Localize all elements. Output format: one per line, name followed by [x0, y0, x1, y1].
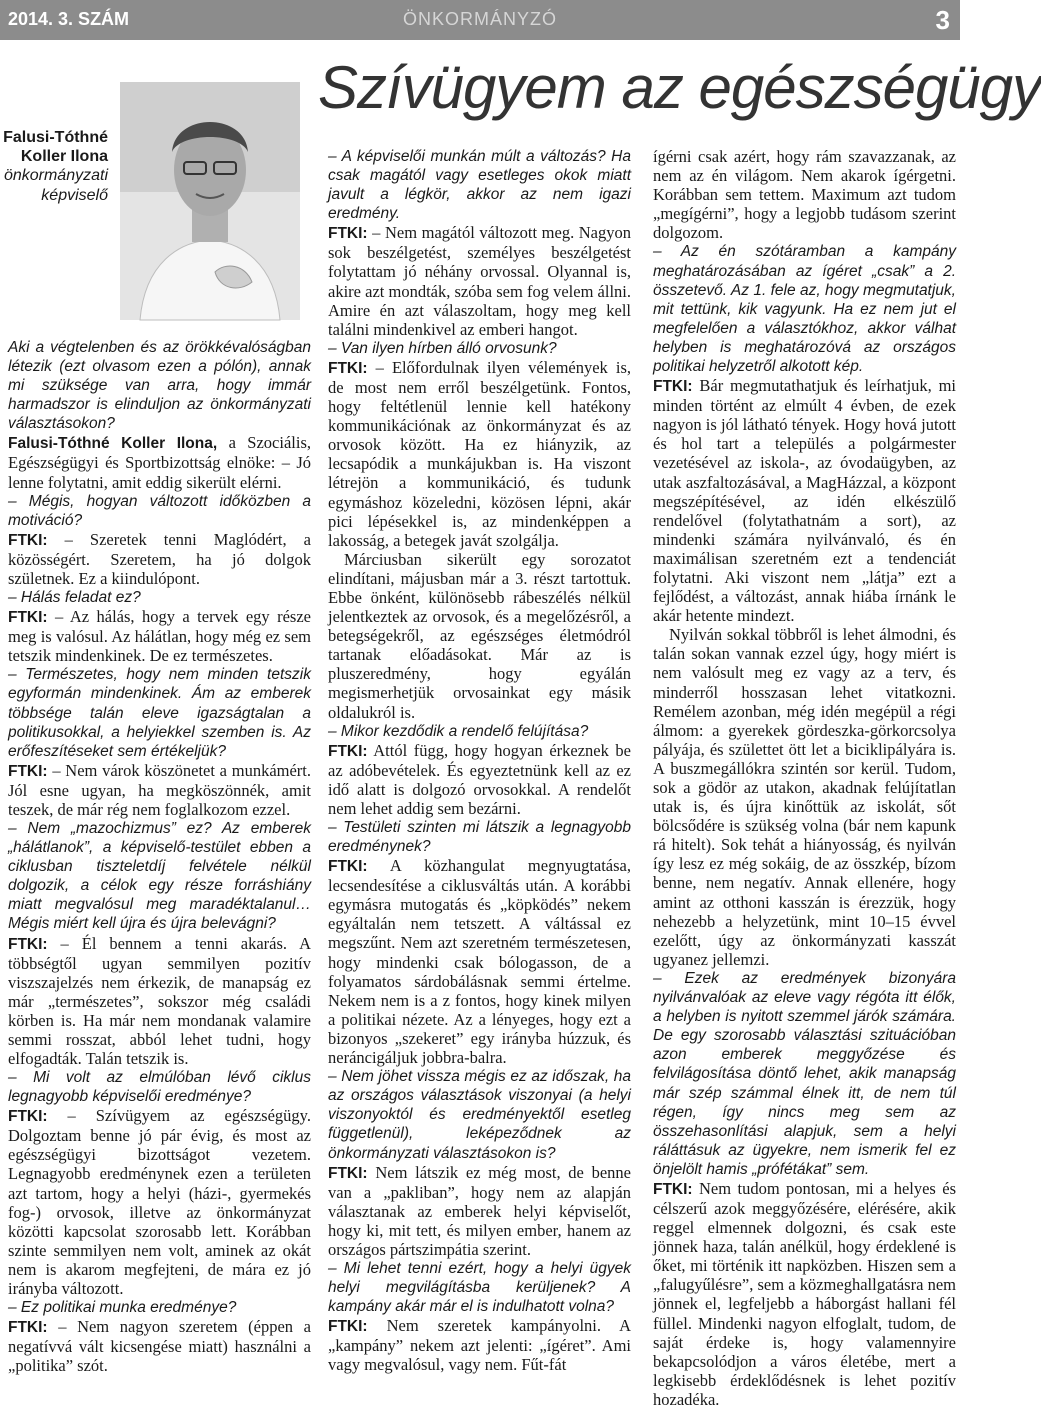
answer-text: – Szívügyem az egészségügy. Dolgoztam benne jó pár évig, és most az egészségügyi bizottságot vezetem. Legnagyobb eredménynek ezen a területen azt tartom, hogy a helyi (házi-, gyermekés fog-) orvosok, illetve az önkormányzat közötti kapcsolat szorosabb lett. Korábban szinte semmilyen nem volt, aminek az okát nem is akarom megfejteni, de mára ez jó irányba változott.	[8, 1106, 311, 1299]
answer-text: a Szociális, Egészségügyi és Sportbizottság elnöke: – Jó lenne folytatni, amit eddig sikerült elérni.	[8, 433, 311, 492]
answer-text: Nem tudom pontosan, mi a helyes és célszerű azok meggyőzésére, elérésére, akik reggel elmennek dolgozni, és csak este jönnek haza, talán anélkül, hogy érdeklené is őket, mi történik itt napközben. Hiszen sem a „falugyűlésre”, sem a közmeghallgatásra nem jönnek el, legfeljebb a háborgást hallani fél füllel. Mindenki nagyon elfoglalt, tudom, de saját érdeke is, hogy valamennyire bekapcsolódjon a város életébe, mert a legkisebb érdeklődésnek is lehet pozitív hozadéka.	[653, 1178, 956, 1409]
answer-text: – Nem nagyon szeretem (éppen a negatívvá vált kicsengése miatt) használni a „politika” szót.	[8, 1317, 311, 1376]
interview-answer	[8, 1106, 311, 1298]
answer-text: A közhangulat megnyugtatása, lecsendesítése a ciklusváltás után. A korábbi egymásra mutogatás és „köpködés” nekem egyáltalán nem tetszett. A váltással ez megszűnt. Nem azt szeretném természetesen, hogy mindenki csak bólogasson, de a folyamatos sárdobálásnak semmi értelme. Nekem nem is a z fontos, hogy kinek milyen a politikai nézete. Az a lényeges, hogy ezt a bizonyos „szekeret” egy irányba húzzuk, és neráncigáljuk jobbra-balra.	[328, 856, 631, 1068]
speaker-label: FTKI:	[8, 1108, 48, 1126]
interview-answer	[8, 1317, 311, 1375]
photo-caption	[0, 128, 108, 205]
interview-answer	[8, 761, 311, 819]
page-number: 3	[935, 5, 950, 35]
interview-answer	[328, 1316, 631, 1374]
speaker-label: FTKI:	[8, 935, 48, 953]
speaker-label: FTKI:	[328, 359, 368, 377]
interview-answer	[328, 741, 631, 818]
answer-text: – Él bennem a tenni akarás. A többségtől ugyan semmilyen pozitív viszszajelzés nem érkezik, de manapság ez már „természetes”, sokszor még családi körben is. Ha már nem mondanak valamire semmi rosszat, abból lehet tudni, hogy elfogadták. Talán tetszik is.	[8, 933, 311, 1068]
speaker-label: FTKI:	[328, 858, 368, 876]
answer-text: Bár megmutathatjuk és leírhatjuk, mi minden történt az elmúlt 4 évben, de ezek nagyon is jól látható tények. Hogy hová jutott és hol tart a település a polgármester vezetésével az iskola-, az óvodaügyben, az utak aszfaltozásával, a MagHázzal, a központ megszépítésével, az idén elkészülő rendelővel (folytathatnám a sort), az mindenki számára nyilvánvaló, és én maximálisan szeretném ezt a tendenciát folytatni. Aki viszont nem „látja” ezt a fejlődést, a változást, annak hiába írnánk le akár hetente mindezt.	[653, 376, 956, 626]
interview-answer	[8, 530, 311, 588]
article-column-1	[8, 338, 311, 1375]
answer-text: – Nem várok köszönetet a munkámért. Jól esne ugyan, ha megköszönnék, amit teszek, de már rég nem foglalkozom ezzel.	[8, 760, 311, 819]
portrait-photo	[120, 82, 300, 320]
speaker-label: FTKI:	[8, 531, 48, 549]
interview-answer	[328, 856, 631, 1067]
caption-name: Falusi-Tóthné Koller Ilona	[3, 129, 108, 166]
answer-text: Attól függ, hogy hogyan érkeznek be az adóbevételek. És egyeztetnünk kell az ez idő alatt is dolgozó orvosokkal. A rendelőt nem lehet addig sem bezárni.	[328, 740, 631, 818]
body-paragraph: ígérni csak azért, hogy rám szavazzanak, az nem az én világom. Nem akarok ígérgetni. Korábban sem tettem. Maximum azt tudom „megígérni”, hogy a legjobb tudásom szerint dolgozom.	[653, 147, 956, 243]
interview-question: – Hálás feladat ez?	[8, 589, 141, 607]
answer-text: – Szeretek tenni Maglódért, a közösségért. Szeretem, ha jó dolgok születnek. Ez a kiindulópont.	[8, 529, 311, 588]
interview-question: – Nem „mazochizmus” ez? Az emberek „hálátlanok”, a képviselő-testület ebben a ciklusban tiszteletdíj felvétele nélkül dolgozik, a célok egy része forráshiány miatt megvalósul meg maradéktalanul… Mégis miért kell újra és újra belevágni?	[8, 819, 311, 933]
interview-question: – Ez politikai munka eredménye?	[8, 1299, 237, 1317]
body-paragraph: Nyilván sokkal többről is lehet álmodni, és talán sokan vannak ezzel úgy, hogy miért is nem valósult meg ez vagy az a terv, és minderről hosszasan lehet vitatkozni. Remélem azonban, még idén megépül a régi álmom: a gyerekek gördeszka-görkorcsolya pályája, és születtet ött let a biciklipályára is. A buszmegállókra szintén sor kerül. Tudom, sok a gödör az utakon, akadnak felújítatlan utak is, és újra kinőttük az iskolát, sőt bölcsődére is szükség volna (bár nem kapunk rá hitelt). Sok tehát a hiányosság, és nyilván így lesz ez még sokáig, de az összkép, bízom benne, nem negatív. Annak ellenére, hogy amint az otthoni kasszán is érezzük, hogy nehezebb a helyzetünk, mint 10–15 évvel ezelőtt, úgy az önkormányzati kasszát ugyanez jellemzi.	[653, 625, 956, 969]
speaker-label: FTKI:	[8, 762, 48, 780]
portrait-image	[120, 82, 300, 320]
interview-question: Aki a végtelenben és az örökkévalóságban létezik (ezt olvasom ezen a pólón), annak mi szüksége van arra, hogy immár harmadszor is elinduljon az önkormányzati választásokon?	[8, 339, 311, 433]
caption-role: önkormányzati képviselő	[3, 167, 108, 204]
interview-question: – Természetes, hogy nem minden tetszik egyformán mindenkinek. Ám az emberek többsége talán eleve igazságtalan a politikusokkal, a helyiekkel szemben is. Az erőfeszítéseket sem értékeljük?	[8, 666, 311, 760]
interview-question: – Nem jöhet vissza mégis ez az időszak, ha az országos választások viszonyai (a helyi viszonyoktól és eredményektől esetleg függetlenül), leképeződnek az önkormányzati választásokon is?	[328, 1068, 631, 1162]
speaker-label: FTKI:	[653, 1180, 693, 1198]
answer-text: Nem látszik ez még most, de benne van a „pakliban”, hogy nem az alapján választanak az emberek helyi képviselőt, hogy ki, mit tett, és milyen ember, hanem az országos pártszimpátia szerint.	[328, 1162, 631, 1259]
page-header	[0, 0, 960, 40]
interview-answer	[8, 607, 311, 665]
interview-question: – Testületi szinten mi látszik a legnagyobb eredménynek?	[328, 819, 631, 856]
answer-text: – Nem magától változott meg. Nagyon sok beszélgetést, személyes beszélgetést folytattam jó néhány orvossal. Olyannal is, akire azt mondták, szóba sem fog velem állni. Amire én azt válaszoltam, hogy meg kell találni mindenkivel az emberi hangot.	[328, 223, 631, 339]
speaker-label: Falusi-Tóthné Koller Ilona,	[8, 435, 218, 453]
interview-question: – Mikor kezdődik a rendelő felújítása?	[328, 722, 589, 740]
interview-answer	[8, 934, 311, 1069]
interview-answer	[653, 376, 956, 625]
interview-answer	[328, 1163, 631, 1259]
interview-answer	[8, 433, 311, 491]
speaker-label: FTKI:	[328, 1318, 368, 1336]
interview-answer	[328, 223, 631, 338]
speaker-label: FTKI:	[328, 1164, 368, 1182]
article-column-2	[328, 147, 631, 1374]
section-name: ÖNKORMÁNYZÓ	[402, 9, 557, 29]
answer-text: – Előfordulnak ilyen vélemények is, de most nem erről beszélgetünk. Fontos, hogy feltétlenül lennie kell hatékony kommunikációnak az önkormányzat és az orvosok között. Ha ez hiányzik, az lecsapódik a munkájukban is. Ha viszont létrejön a kommunikáció, és tudunk egymáshoz közeledni, közösen lépni, akár pici lépésekkel is, az mindenképpen a lakosság, a betegek javát szolgálja.	[328, 357, 631, 550]
speaker-label: FTKI:	[328, 225, 368, 243]
speaker-label: FTKI:	[328, 742, 368, 760]
body-paragraph: Márciusban sikerült egy sorozatot elindítani, májusban már a 3. részt tartottuk. Ebbe önként, különösebb rábeszélés nélkül jelentkeztek az orvosok, és a megelőzésről, a betegségekről, az egészséges életmódról tartanak előadásokat. Már az is pluszeredmény, hogy egyálán megismerhetjük orvosainkat egy másik oldalukról is.	[328, 549, 631, 722]
interview-question: – Ezek az eredmények bizonyára nyilvánvalóak az eleve vagy régóta itt élők, a helyben is nyitott szemmel járók számára. De egy szorosabb választási szituációban azon emberek meggyőzése és felvilágosítása döntő lehet, akik manapság már szép számmal élnek itt, de nem túl régen, így nincs meg sem az összehasonlítási alapjuk, sem a helyi ráláttásuk az ügyekre, nem ismerik fel ez önjelölt hamis „prófétákat” sem.	[653, 969, 956, 1178]
interview-question: – Mi volt az elmúlóban lévő ciklus legnagyobb képviselői eredménye?	[8, 1069, 311, 1106]
issue-date: 2014. 3. SZÁM	[8, 9, 130, 29]
answer-text: – Az hálás, hogy a tervek egy része meg is valósul. Az hálátlan, hogy még ez sem tetszik mindenkinek. De ez természetes.	[8, 607, 311, 666]
interview-question: – Mi lehet tenni ezért, hogy a helyi ügyek helyi megvilágításba kerüljenek? A kampány akár már el is indulhatott volna?	[328, 1259, 631, 1316]
interview-question: – A képviselői munkán múlt a változás? Ha csak magától vagy esetleges okok miatt javult a légkör, akkor az nem igazi eredmény.	[328, 148, 631, 223]
article-column-3	[653, 147, 956, 1409]
speaker-label: FTKI:	[8, 609, 48, 627]
interview-question: – Az én szótáramban a kampány meghatározásában az ígéret „csak” a 2. összetevő. Az 1. fele az, hogy megmutatjuk, mit tettünk, kik vagyunk. Ha ez nem jut el megfelelően a választókhoz, akkor válhat helyben is meghatározóvá az országos politikai helyzetről alkotott kép.	[653, 243, 956, 376]
article-headline: Szívügyem az egészségügy	[318, 54, 1041, 121]
interview-question: – Van ilyen hírben álló orvosunk?	[328, 339, 557, 357]
interview-answer	[328, 358, 631, 550]
interview-question: – Mégis, hogyan változott időközben a motiváció?	[8, 492, 311, 529]
interview-answer	[653, 1179, 956, 1409]
speaker-label: FTKI:	[653, 378, 693, 396]
speaker-label: FTKI:	[8, 1319, 48, 1337]
answer-text: Nem szeretek kampányolni. A „kampány” nekem azt jelenti: „ígéret”. Ami vagy megvalósul, vagy nem. Fűt-fát	[328, 1316, 631, 1375]
